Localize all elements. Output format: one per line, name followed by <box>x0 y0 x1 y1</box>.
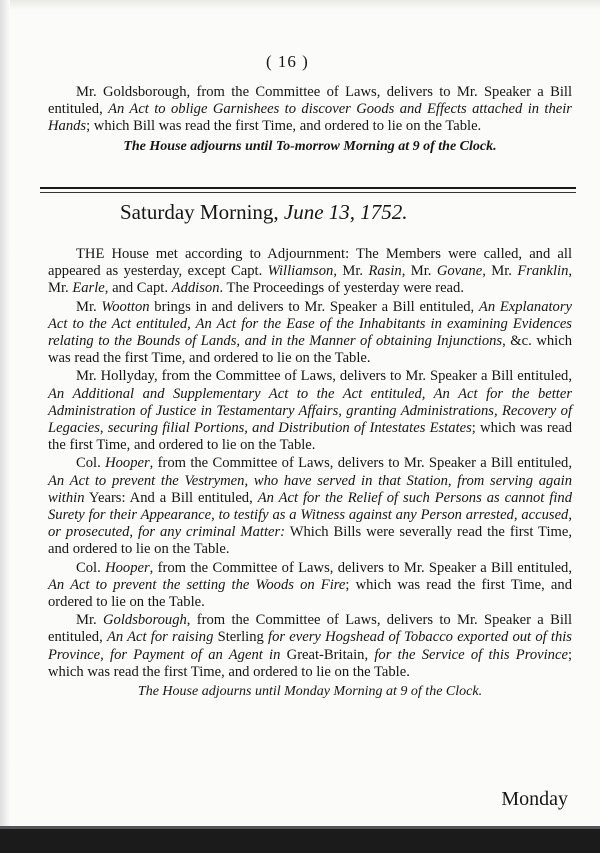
text-run: THE House met according to Adjournment: The Members were called, and all appeared as yesterday, except Capt. <box>48 246 572 280</box>
paragraph-hooper-vestrymen <box>48 455 572 558</box>
text-run: , Mr. <box>48 263 573 297</box>
text-run: ; which was read the first Time, and ordered to lie on the Table. <box>48 576 572 611</box>
text-run: , Mr. <box>333 263 369 280</box>
text-run: Which Bills were severally read the first Time, and ordered to lie on the Table. <box>48 524 572 558</box>
bill-title: An Act to prevent the setting the Woods on Fire <box>48 576 346 593</box>
bill-title: An Act to oblige Garnishees to discover Goods and Effects attached in their Hands <box>48 101 572 135</box>
adjournment-notice-top: The House adjourns until To-morrow Morning at 9 of the Clock. <box>123 138 497 154</box>
member-name: Goldsborough <box>103 612 187 629</box>
bill-title: An Additional and Supplementary Act to the Act entituled, An Act for the better Administration of Justice in Testamentary Affairs, granting Administrations, Recovery of Legacies, securing filial Portions, and Distribution of Intestates Estates <box>48 385 572 437</box>
member-name: Govane <box>436 263 483 280</box>
text-run: ; which was read the first Time, and ordered to lie on the Table. <box>48 420 572 454</box>
text-run: , &c. which was read the first Time, and ordered to lie on the Table. <box>48 333 572 367</box>
catchword: Monday <box>501 788 568 810</box>
paragraph-meeting <box>48 246 572 298</box>
heading-day: Saturday Morning, <box>120 200 284 224</box>
text-run: ; which Bill was read the first Time, and ordered to lie on the Table. <box>86 118 482 135</box>
member-name: Hooper <box>105 559 150 576</box>
bill-title: An Act to prevent the Vestrymen, who have served in that Station, from serving again within <box>48 472 572 506</box>
text-run: Years: And a Bill entituled, <box>84 489 258 506</box>
text-run: brings in and delivers to Mr. Speaker a Bill entituled, <box>149 298 479 315</box>
scan-bottom-edge <box>0 826 600 853</box>
text-run: , and Capt. <box>104 280 172 297</box>
member-name: Franklin <box>517 263 569 280</box>
top-text-block <box>48 84 572 155</box>
text-run: Sterling <box>213 629 269 646</box>
page-number: ( 16 ) <box>266 52 309 71</box>
text-run: Mr. Goldsborough, from the Committee of Laws, delivers to Mr. Speaker a Bill entituled, <box>48 84 572 118</box>
text-run: Mr. <box>76 298 102 315</box>
page-top-shadow <box>0 0 600 10</box>
text-run: ; which was read the first Time, and ordered to lie on the Table. <box>48 646 572 680</box>
bill-title: An Act for raising <box>106 629 214 646</box>
member-name: Wootton <box>101 298 150 315</box>
bill-title: for every Hogshead of Tobacco exported out of this Province, for Payment of an Agent in <box>48 629 572 663</box>
heading-date: June 13, 1752. <box>283 200 408 224</box>
text-run: Col. <box>76 559 106 576</box>
page-left-edge-shadow <box>0 0 10 853</box>
text-run: Col. <box>76 455 106 472</box>
text-run: . The Proceedings of yesterday were read. <box>219 280 464 297</box>
text-run: , from the Committee of Laws, delivers to Mr. Speaker a Bill entituled, <box>149 559 572 576</box>
bill-title: for the Service of this Province <box>374 646 568 663</box>
text-run: , Mr. <box>401 263 437 280</box>
member-name: Williamson <box>267 263 334 280</box>
member-name: Hooper <box>105 455 150 472</box>
text-run: , from the Committee of Laws, delivers to Mr. Speaker a Bill entituled, <box>149 455 572 472</box>
text-run: Great-Britain, <box>280 646 375 663</box>
adjournment-notice-bottom: The House adjourns until Monday Morning at 9 of the Clock. <box>137 684 483 700</box>
day-heading <box>120 200 520 225</box>
paragraph-goldsborough-garnishees <box>48 84 572 136</box>
text-run: Mr. Hollyday, from the Committee of Laws, delivers to Mr. Speaker a Bill entituled, <box>76 368 572 385</box>
paragraph-goldsborough-tobacco <box>48 612 572 681</box>
text-run: Mr. <box>76 612 103 629</box>
member-name: Earle <box>72 280 105 297</box>
paragraph-wootton <box>48 299 572 368</box>
text-run: , Mr. <box>482 263 518 280</box>
paragraph-hooper-woods <box>48 560 572 612</box>
bill-title: An Act for the Relief of such Persons as cannot find Surety for their Appearance, to testify as a Witness against any Person arrested, accused, or prosecuted, for any criminal Matter: <box>48 489 573 541</box>
text-run: , from the Committee of Laws, delivers to Mr. Speaker a Bill entituled, <box>48 612 572 646</box>
bill-title: An Explanatory Act to the Act entituled, An Act for the Ease of the Inhabitants in examining Evidences relating to the Bounds of Lands, and in the Manner of obtaining Injunctions <box>48 298 572 350</box>
main-text-block <box>48 246 572 700</box>
member-name: Addison <box>171 280 220 297</box>
member-name: Rasin <box>368 263 402 280</box>
paragraph-hollyday <box>48 368 572 454</box>
section-divider-rule <box>40 187 576 189</box>
